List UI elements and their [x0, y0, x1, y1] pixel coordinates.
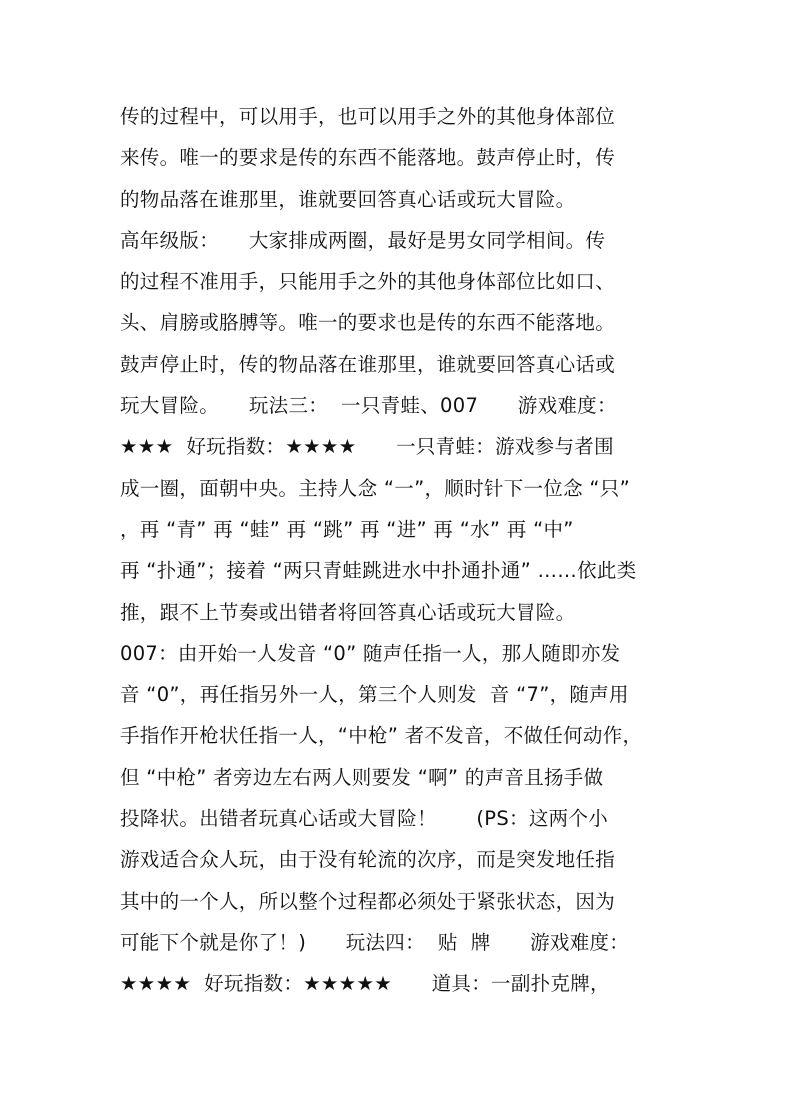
text-line: 的过程不准用手，只能用手之外的其他身体部位比如口、: [120, 270, 616, 294]
text-line: ★★★★ 好玩指数：★★★★★ 道具：一副扑克牌，: [120, 972, 610, 996]
text-line: 游戏适合众人玩，由于没有轮流的次序，而是突发地任指: [120, 848, 616, 872]
text-line: 推，跟不上节奏或出错者将回答真心话或玩大冒险。: [120, 600, 576, 624]
text-line: 但 “中枪” 者旁边左右两人则要发 “啊” 的声音且扬手做: [120, 765, 604, 789]
text-line: 高年级版： 大家排成两圈，最好是男女同学相间。传: [120, 228, 606, 252]
text-line: 007：由开始一人发音 “0” 随声任指一人，那人随即亦发: [120, 641, 621, 665]
text-line: 可能下个就是你了！) 玩法四： 贴 牌 游戏难度：: [120, 930, 630, 954]
text-line: 的物品落在谁那里，谁就要回答真心话或玩大冒险。: [120, 187, 576, 211]
text-line: 传的过程中，可以用手，也可以用手之外的其他身体部位: [120, 105, 616, 128]
text-line: ★★★ 好玩指数：★★★★ 一只青蛙：游戏参与者围: [120, 435, 614, 459]
body-text: [120, 96, 680, 1005]
text-line: 头、肩膀或胳膊等。唯一的要求也是传的东西不能落地。: [120, 311, 616, 335]
text-line: 鼓声停止时，传的物品落在谁那里，谁就要回答真心话或: [120, 352, 616, 376]
text-line: ，再 “青” 再 “蛙” 再 “跳” 再 “进” 再 “水” 再 “中”: [120, 517, 574, 541]
text-line: 来传。唯一的要求是传的东西不能落地。鼓声停止时，传: [120, 146, 616, 170]
text-line: 玩大冒险。 玩法三： 一只青蛙、007 游戏难度：: [120, 394, 617, 418]
text-line: 其中的一个人，所以整个过程都必须处于紧张状态，因为: [120, 889, 616, 913]
text-line: 音 “0”，再任指另外一人，第三个人则发 音 “7”，随声用: [120, 683, 629, 707]
text-line: 再 “扑通”；接着 “两只青蛙跳进水中扑通扑通” ……依此类: [120, 559, 637, 583]
text-line: 手指作开枪状任指一人，“中枪” 者不发音，不做任何动作，: [120, 724, 643, 748]
text-line: 投降状。出错者玩真心话或大冒险！ (PS：这两个小: [120, 807, 609, 831]
text-line: 成一圈，面朝中央。主持人念 “一”，顺时针下一位念 “只”: [120, 476, 631, 500]
